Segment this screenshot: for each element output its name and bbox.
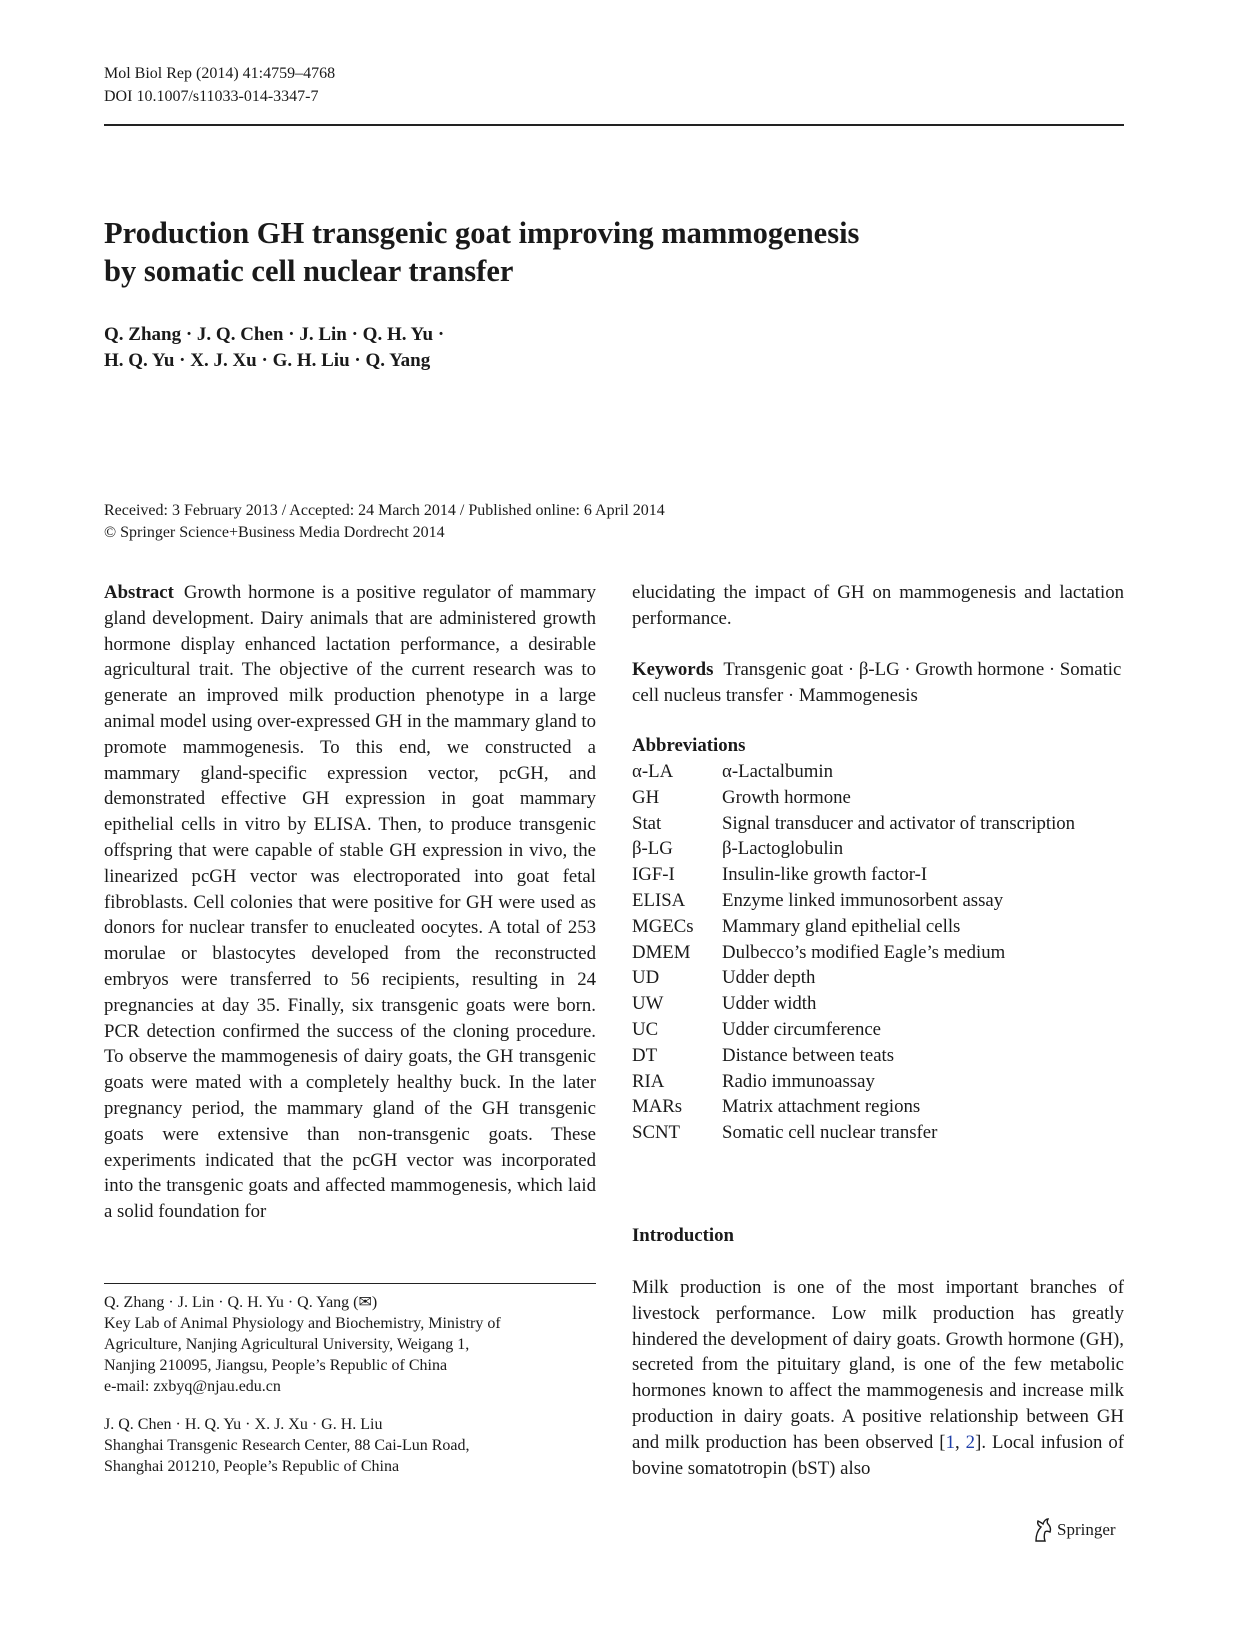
abbreviation-term: UD — [632, 967, 660, 989]
title-line-1: Production GH transgenic goat improving mammogenesis — [104, 216, 860, 250]
abbreviation-term: β-LG — [632, 838, 673, 860]
abbreviation-term: Stat — [632, 812, 662, 834]
doi[interactable]: DOI 10.1007/s11033-014-3347-7 — [104, 88, 319, 105]
abbreviation-row — [632, 888, 1132, 914]
affiliation-2-line-1: Shanghai Transgenic Research Center, 88 Cai-Lun Road, — [104, 1437, 470, 1454]
keywords — [632, 657, 1124, 709]
abbreviation-definition: Udder circumference — [722, 1018, 882, 1040]
publisher-name: Springer — [1057, 1520, 1116, 1539]
abbreviation-row — [632, 965, 1132, 991]
abbreviations-heading: Abbreviations — [632, 735, 746, 756]
abbreviation-row — [632, 1043, 1132, 1069]
affiliation-1-line-2: Agriculture, Nanjing Agricultural University, Weigang 1, — [104, 1336, 470, 1353]
intro-text-2: ]. Local infusion of bovine somatotropin (bST) also — [632, 1431, 1125, 1479]
header-divider — [104, 124, 1124, 126]
citation-link-1[interactable]: 1 — [945, 1431, 955, 1453]
abbreviation-row — [632, 1017, 1132, 1043]
abbreviation-definition: Udder width — [722, 993, 817, 1015]
authors-line-1: Q. Zhang · J. Q. Chen · J. Lin · Q. H. Yu · — [104, 324, 445, 345]
abbreviation-definition: Somatic cell nuclear transfer — [722, 1122, 938, 1144]
ref-separator: , — [954, 1431, 966, 1453]
affiliation-1 — [104, 1292, 596, 1397]
publication-dates — [104, 500, 1104, 544]
abbreviation-row — [632, 759, 1132, 785]
abbreviation-row — [632, 811, 1132, 837]
abbreviation-term: ELISA — [632, 889, 686, 911]
affiliation-2-line-2: Shanghai 201210, People’s Republic of China — [104, 1458, 400, 1475]
authors-line-2: H. Q. Yu · X. J. Xu · G. H. Liu · Q. Yang — [104, 350, 431, 371]
abbreviation-definition: Udder depth — [722, 967, 816, 989]
abbreviation-term: GH — [632, 786, 660, 808]
abbreviation-term: DMEM — [632, 941, 691, 963]
footnote-divider — [104, 1283, 596, 1284]
abbreviation-term: α-LA — [632, 761, 674, 782]
abstract-label: Abstract — [104, 582, 174, 603]
abbreviation-definition: Insulin-like growth factor-I — [722, 864, 928, 886]
abbreviation-definition: Growth hormone — [722, 786, 851, 808]
received-accepted-published: Received: 3 February 2013 / Accepted: 24 March 2014 / Published online: 6 April 2014 — [104, 502, 665, 519]
title-line-2: by somatic cell nuclear transfer — [104, 254, 514, 288]
abbreviation-definition: Dulbecco’s modified Eagle’s medium — [722, 941, 1006, 963]
abbreviation-row — [632, 940, 1132, 966]
affiliation-1-line-3: Nanjing 210095, Jiangsu, People’s Republic of China — [104, 1357, 448, 1374]
author-list — [104, 322, 1004, 374]
affiliation-2 — [104, 1414, 596, 1477]
abbreviation-definition: Matrix attachment regions — [722, 1096, 921, 1118]
citation-link-2[interactable]: 2 — [965, 1431, 976, 1453]
abbreviation-row — [632, 862, 1132, 888]
abbreviation-definition: Signal transducer and activator of transcription — [722, 812, 1076, 834]
abbreviation-definition: Mammary gland epithelial cells — [722, 915, 961, 937]
abbreviation-row — [632, 785, 1132, 811]
article-title — [104, 214, 1104, 290]
abbreviation-term: UW — [632, 993, 664, 1015]
affiliation-1-authors: Q. Zhang · J. Lin · Q. H. Yu · Q. Yang (✉) — [104, 1294, 378, 1311]
ref-bracket-open: [ — [939, 1431, 946, 1453]
abbreviation-row — [632, 1120, 1132, 1146]
abbreviation-term: DT — [632, 1044, 658, 1066]
intro-text-1: Milk production is one of the most important branches of livestock performance. Low milk production has greatly hindered the development of dairy goats. Growth hormone (GH), secreted from the pituitary gland, is one of the few metabolic hormones known to affect the mammogenesis and increase milk production in dairy goats. A positive relationship between GH and milk production has been observed — [632, 1277, 1124, 1453]
abbreviation-definition: Enzyme linked immunosorbent assay — [722, 889, 1004, 911]
abbreviation-term: MARs — [632, 1096, 683, 1118]
abbreviation-term: IGF-I — [632, 864, 675, 886]
abbreviation-row — [632, 914, 1132, 940]
abstract-text: Growth hormone is a positive regulator of mammary gland development. Dairy animals that are administered growth hormone display enhanced lactation performance, a desirable agricultural trait. The objective of the current research was to generate an improved milk production phenotype in a large animal model using over-expressed GH in the mammary gland to promote mammogenesis. To this end, we constructed a mammary gland-specific expression vector, pcGH, and demonstrated effective GH expression in goat mammary epithelial cells in vitro by ELISA. Then, to produce transgenic offspring that were capable of stable GH expression in vivo, the linearized pcGH vector was electroporated into goat fetal fibroblasts. Cell colonies that were positive for GH were used as donors for nuclear transfer to enucleated oocytes. A total of 253 morulae or blastocytes developed from the reconstructed embryos were transferred to 56 recipients, resulting in 24 pregnancies at day 35. Finally, six transgenic goats were born. PCR detection confirmed the success of the cloning procedure. To observe the mammogenesis of dairy goats, the GH transgenic goats were mated with a completely healthy buck. In the later pregnancy period, the mammary gland of the GH transgenic goats were extensive than non-transgenic goats. These experiments indicated that the pcGH vector was incorporated into the transgenic goats and affected mammogenesis, which laid a solid foundation for — [104, 582, 596, 1223]
abstract — [104, 580, 596, 1225]
abbreviation-definition: α-Lactalbumin — [722, 761, 834, 782]
springer-logo — [1032, 1516, 1116, 1544]
abbreviation-row — [632, 836, 1132, 862]
introduction-heading: Introduction — [632, 1225, 734, 1246]
abbreviation-definition: Distance between teats — [722, 1044, 895, 1066]
affiliation-2-authors: J. Q. Chen · H. Q. Yu · X. J. Xu · G. H. Liu — [104, 1416, 383, 1433]
abbreviation-row — [632, 1094, 1132, 1120]
abbreviation-row — [632, 1069, 1132, 1095]
keywords-text: Transgenic goat · β-LG · Growth hormone · Somatic cell nucleus transfer · Mammogenesis — [632, 659, 1122, 706]
abbreviations-list — [632, 759, 1132, 1146]
corresponding-email[interactable]: e-mail: zxbyq@njau.edu.cn — [104, 1378, 281, 1395]
abbreviation-term: MGECs — [632, 915, 694, 937]
abbreviation-term: SCNT — [632, 1122, 681, 1144]
affiliation-1-line-1: Key Lab of Animal Physiology and Biochemistry, Ministry of — [104, 1315, 501, 1332]
abbreviation-definition: Radio immunoassay — [722, 1070, 875, 1092]
keywords-label: Keywords — [632, 659, 714, 680]
abbreviation-term: RIA — [632, 1070, 665, 1092]
introduction-text — [632, 1275, 1124, 1481]
abbreviation-row — [632, 991, 1132, 1017]
abbreviation-definition: β-Lactoglobulin — [722, 838, 844, 860]
copyright: © Springer Science+Business Media Dordrecht 2014 — [104, 524, 445, 541]
journal-citation: Mol Biol Rep (2014) 41:4759–4768 — [104, 65, 336, 82]
journal-header — [104, 62, 1124, 108]
abbreviation-term: UC — [632, 1018, 659, 1040]
springer-horse-icon — [1032, 1518, 1052, 1542]
abstract-continuation: elucidating the impact of GH on mammogenesis and lactation performance. — [632, 582, 1124, 629]
